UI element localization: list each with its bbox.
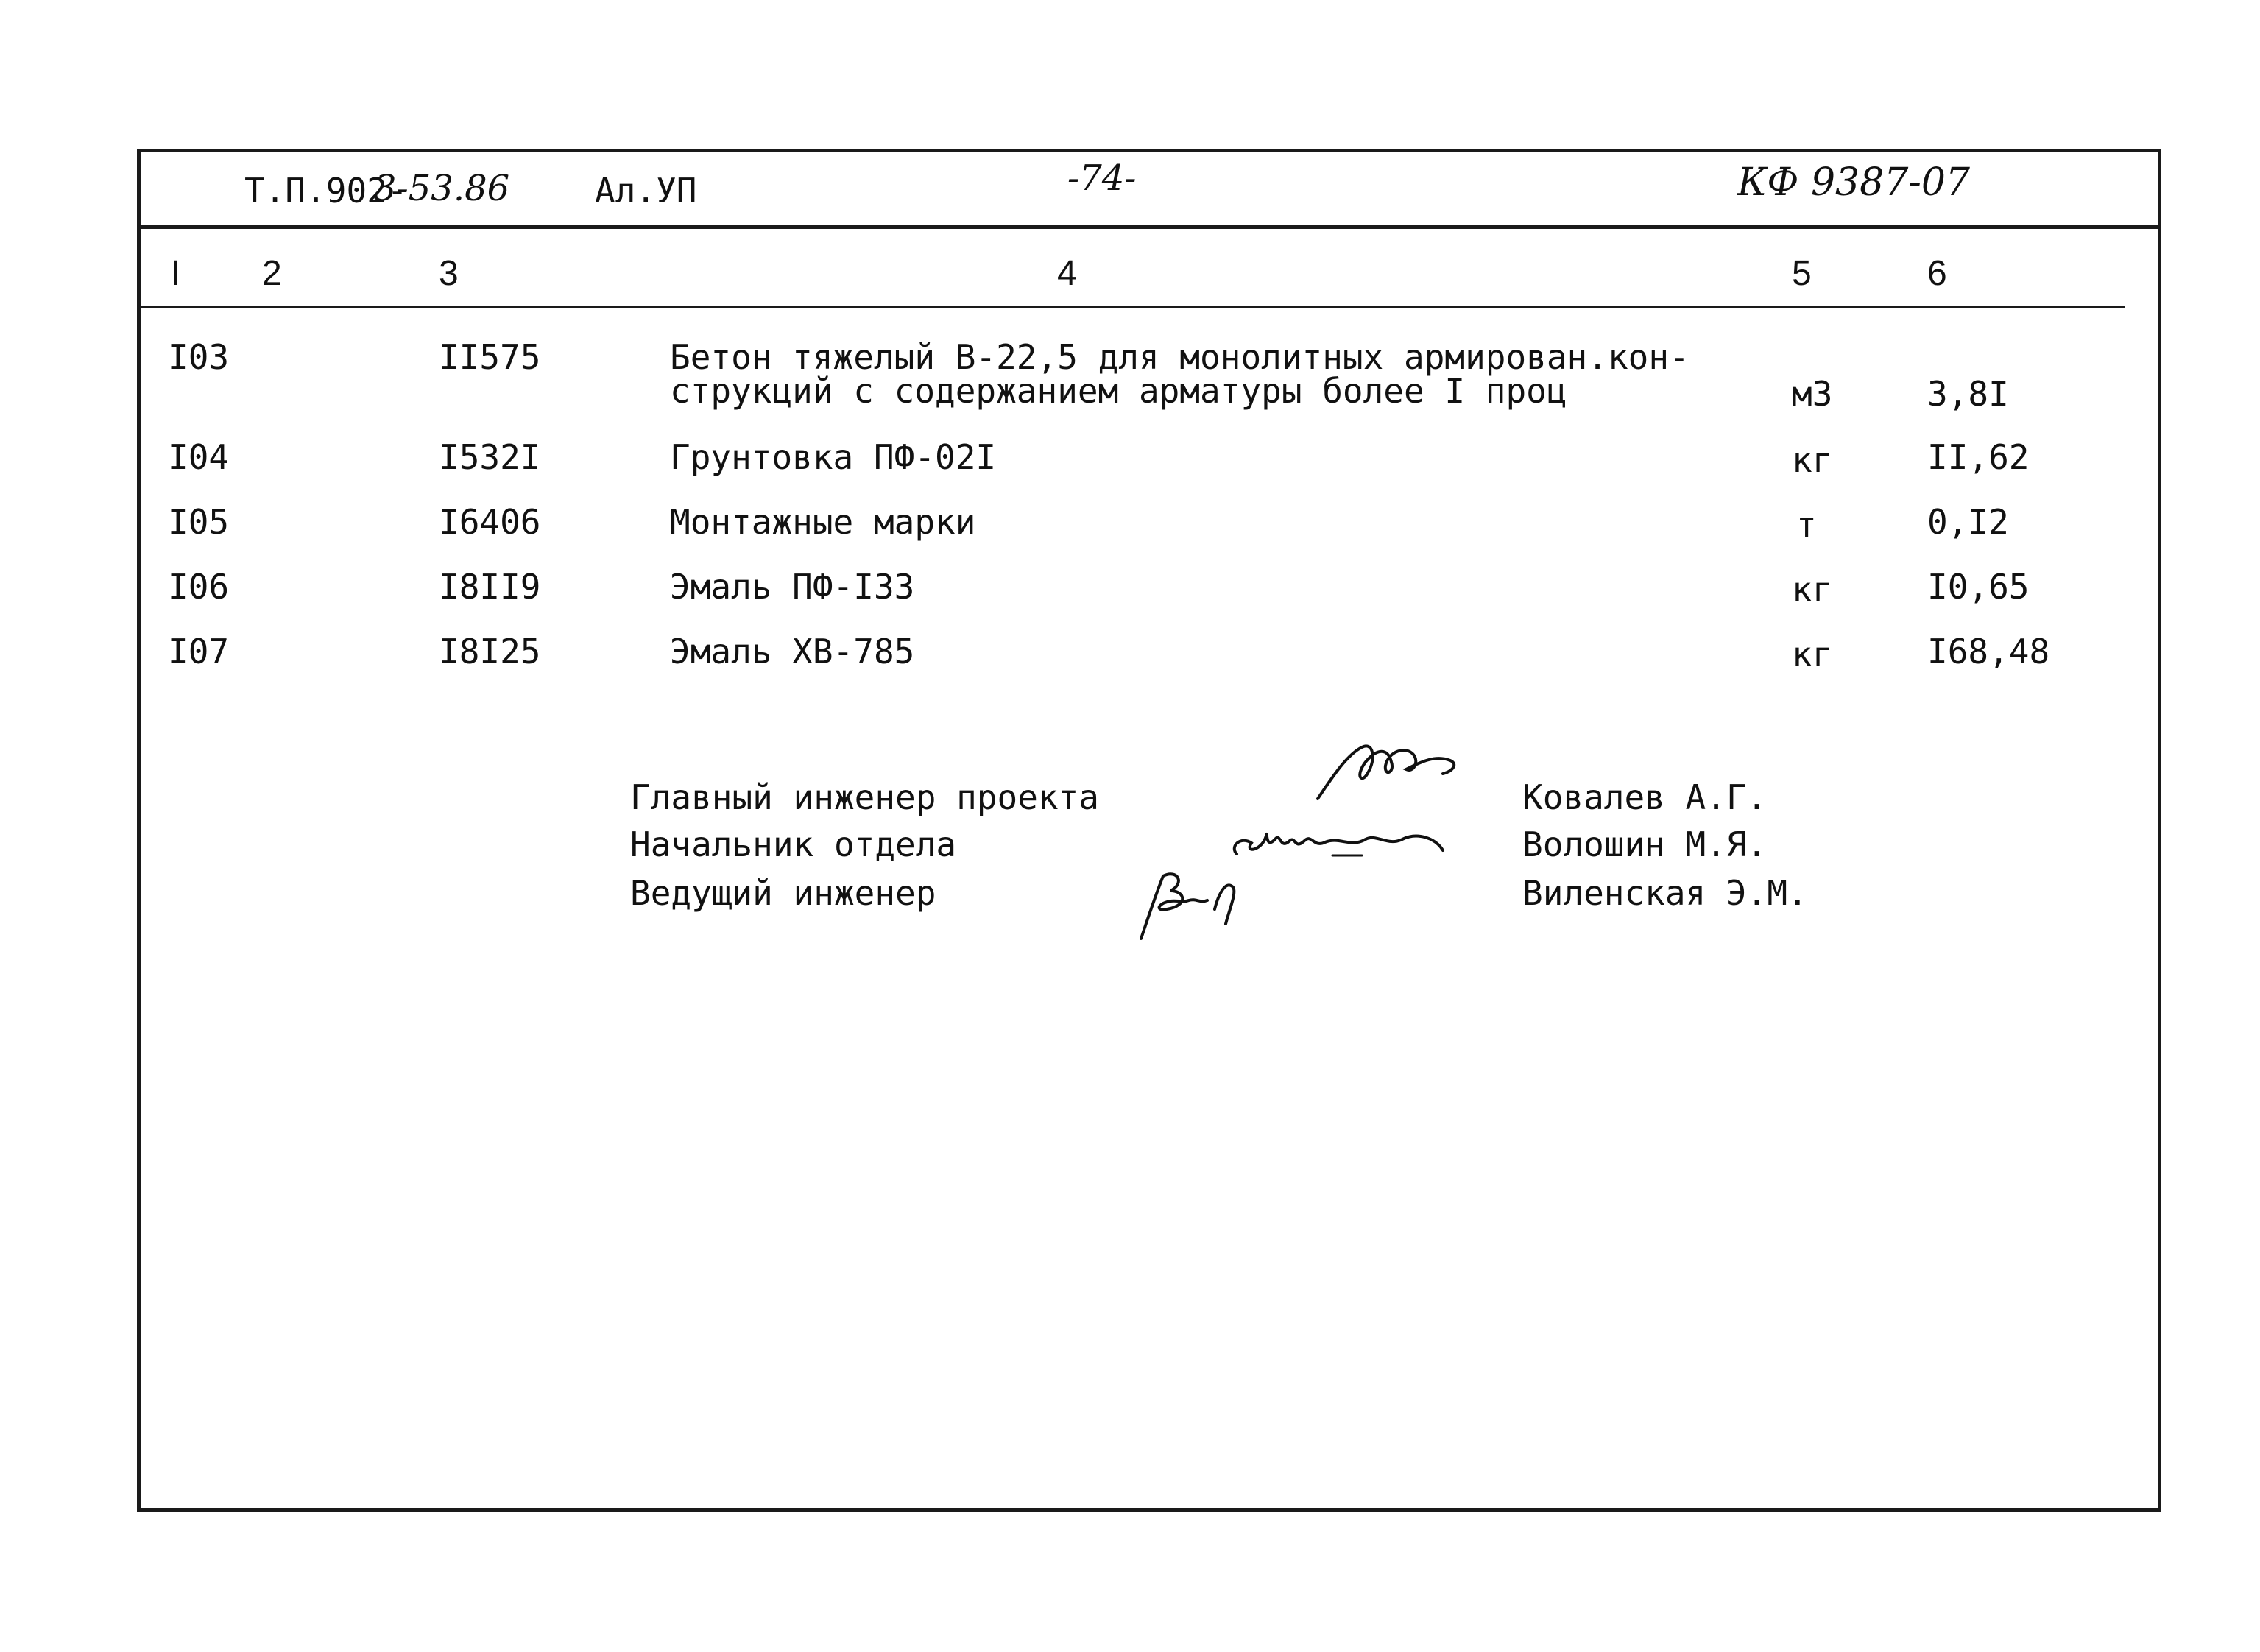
column-number-6: 6 <box>1927 254 1947 293</box>
column-header-divider <box>137 306 2125 308</box>
album-label: Ал.УП <box>595 171 697 211</box>
material-description-line2: струкций с содержанием арматуры более I проц <box>670 371 1567 411</box>
doc-code-handwritten: 3-53.86 <box>374 168 510 209</box>
column-number-5: 5 <box>1792 254 1812 293</box>
page-number: -74- <box>1067 158 1137 199</box>
column-number-1: I <box>171 254 181 293</box>
signatory-position: Ведущий инженер <box>630 873 936 913</box>
row-number: I04 <box>168 437 230 477</box>
material-code: I8II9 <box>439 567 541 607</box>
material-code: II575 <box>439 337 541 377</box>
row-number: I03 <box>168 337 230 377</box>
signatory-position: Начальник отдела <box>630 825 957 864</box>
quantity: 3,8I <box>1927 374 2009 414</box>
quantity: I0,65 <box>1927 567 2030 607</box>
unit: кг <box>1792 570 1833 610</box>
unit: кг <box>1792 635 1833 674</box>
unit: кг <box>1792 440 1833 480</box>
column-number-2: 2 <box>262 254 282 293</box>
row-number: I07 <box>168 632 230 671</box>
material-description-line1: Бетон тяжелый В-22,5 для монолитных армирован.кон- <box>670 337 1689 377</box>
signatory-name: Виленская Э.М. <box>1522 873 1808 913</box>
doc-code-prefix: Т.П.902- <box>244 171 408 211</box>
signatory-name: Волошин М.Я. <box>1522 825 1768 864</box>
row-number: I06 <box>168 567 230 607</box>
material-code: I8I25 <box>439 632 541 671</box>
row-number: I05 <box>168 502 230 542</box>
material-description: Грунтовка ПФ-02I <box>670 437 997 477</box>
quantity: II,62 <box>1927 437 2030 477</box>
material-description: Эмаль ПФ-I33 <box>670 567 915 607</box>
archive-code: КФ 9387-07 <box>1737 160 1971 205</box>
unit: т <box>1796 505 1817 545</box>
material-description: Монтажные марки <box>670 502 976 542</box>
column-number-4: 4 <box>1057 254 1077 293</box>
material-code: I6406 <box>439 502 541 542</box>
signatory-name: Ковалев А.Г. <box>1522 777 1768 817</box>
material-code: I532I <box>439 437 541 477</box>
signature-lead-engineer <box>1134 858 1266 946</box>
unit: м3 <box>1792 374 1833 414</box>
header-divider <box>137 225 2161 229</box>
quantity: 0,I2 <box>1927 502 2009 542</box>
material-description: Эмаль ХВ-785 <box>670 632 915 671</box>
signatory-position: Главный инженер проекта <box>630 777 1099 817</box>
quantity: I68,48 <box>1927 632 2050 671</box>
signature-chief-engineer <box>1303 733 1465 813</box>
column-number-3: 3 <box>439 254 459 293</box>
